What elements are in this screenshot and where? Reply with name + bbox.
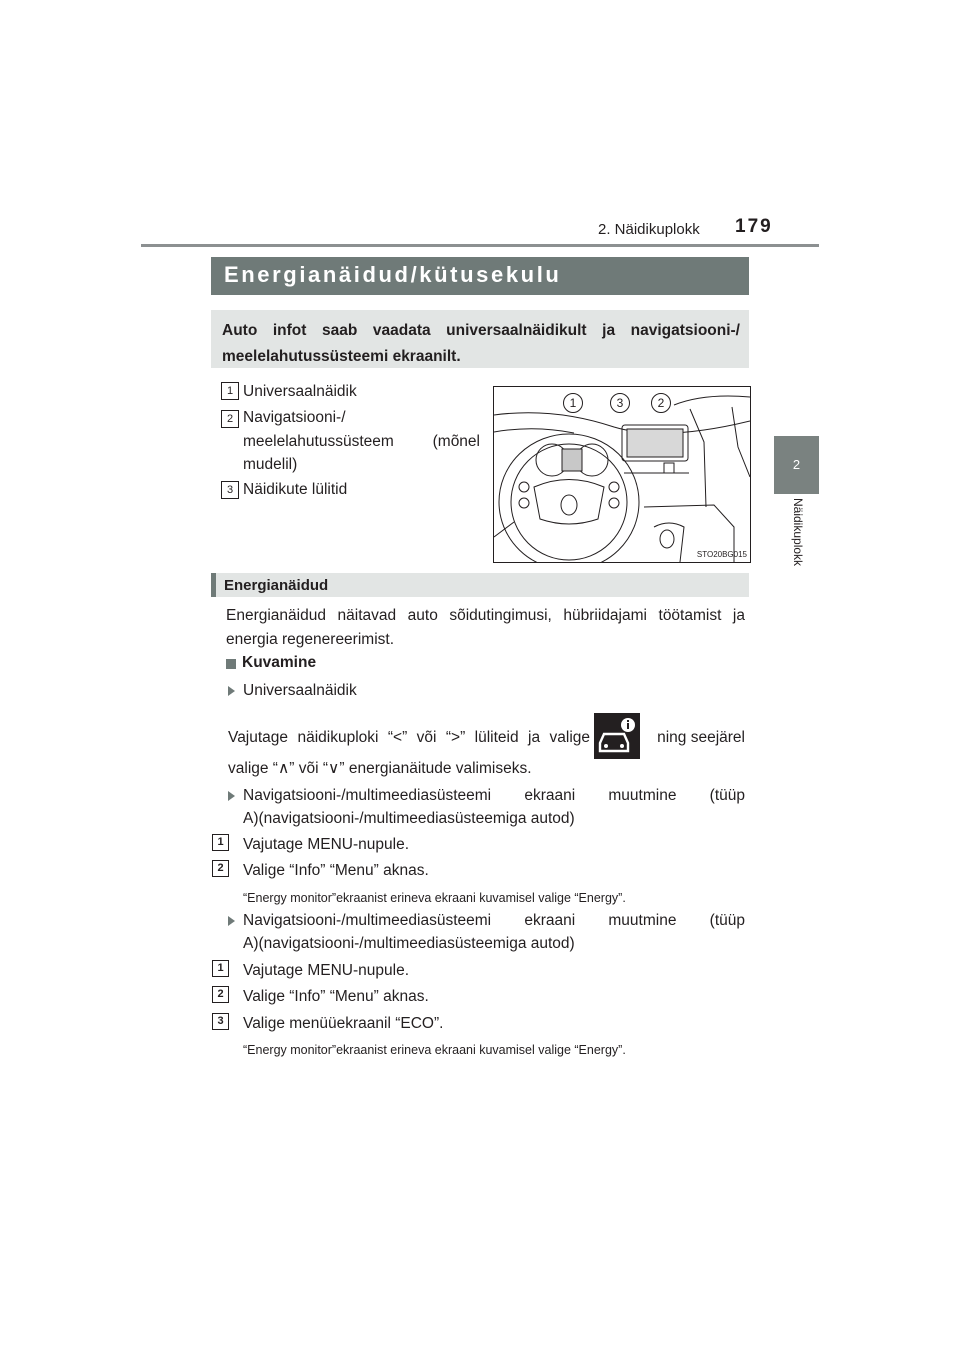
figure-callout-3: 3 — [610, 393, 630, 413]
note-text: “Energy monitor”ekraanist erineva ekraani kuvamisel valige “Energy”. — [243, 891, 626, 905]
display-nav-a-line1: Navigatsiooni-/multimeediasüsteemi ekraani muutmine (tüüp — [243, 787, 745, 804]
section-title: Energianäidud — [224, 577, 329, 594]
display-universal-text-b: ning seejärel — [657, 729, 745, 746]
page-number: 179 — [735, 216, 773, 237]
note-text: “Energy monitor”ekraanist erineva ekraani kuvamisel valige “Energy”. — [243, 1043, 626, 1057]
subheading-display: Kuvamine — [242, 654, 317, 671]
display-universal-text-a: Vajutage näidikuploki “<” või “>” lüliteid ja valige — [228, 729, 590, 746]
step-text: Valige “Info” “Menu” aknas. — [243, 862, 429, 879]
display-nav-b-line2: A)(navigatsiooni-/multimeediasüsteemiga autod) — [243, 935, 575, 952]
display-universal-text-c: valige “∧” või “∨” energianäitude valimiseks. — [228, 760, 532, 777]
figure-callout-1: 1 — [563, 393, 583, 413]
display-universal: Universaalnäidik — [243, 682, 357, 699]
item-number-3: 3 — [221, 481, 239, 499]
step-number: 2 — [212, 860, 229, 877]
chapter-tab: 2 — [774, 436, 819, 494]
display-nav-a-line2: A)(navigatsiooni-/multimeediasüsteemiga autod) — [243, 810, 575, 827]
step-number: 3 — [212, 1013, 229, 1030]
figure-callout-2: 2 — [651, 393, 671, 413]
triangle-bullet-icon — [228, 791, 235, 801]
figure-code: STO20BG015 — [696, 550, 747, 559]
step-number: 2 — [212, 986, 229, 1003]
step-text: Valige menüüekraanil “ECO”. — [243, 1015, 444, 1032]
step-number: 1 — [212, 960, 229, 977]
triangle-bullet-icon — [228, 686, 235, 696]
section-bar-edge — [211, 573, 216, 597]
item-nav-line2: meelelahutussüsteem (mõnel — [243, 433, 480, 450]
section-header: 2. Näidikuplokk — [598, 221, 700, 238]
item-number-2: 2 — [221, 410, 239, 428]
chapter-tab-label: Näidikuplokk — [791, 498, 805, 567]
step-text: Vajutage MENU-nupule. — [243, 836, 409, 853]
item-number-1: 1 — [221, 382, 239, 400]
triangle-bullet-icon — [228, 916, 235, 926]
car-info-icon — [594, 713, 640, 759]
item-universal-gauge: Universaalnäidik — [243, 383, 357, 400]
step-text: Vajutage MENU-nupule. — [243, 962, 409, 979]
display-nav-b-line1: Navigatsiooni-/multimeediasüsteemi ekraani muutmine (tüüp — [243, 912, 745, 929]
dashboard-drawing — [494, 387, 750, 562]
step-number: 1 — [212, 834, 229, 851]
item-nav-line1: Navigatsiooni-/ — [243, 409, 346, 426]
section-paragraph: Energianäidud näitavad auto sõidutingimusi, hübriidajami töötamist ja energia regenereerimist. — [226, 607, 745, 648]
page-title: Energianäidud/kütusekulu — [224, 262, 562, 287]
step-text: Valige “Info” “Menu” aknas. — [243, 988, 429, 1005]
header-rule — [141, 244, 819, 247]
dashboard-illustration — [493, 386, 751, 563]
item-nav-line3: mudelil) — [243, 456, 298, 473]
square-bullet-icon — [226, 659, 236, 669]
intro-text: Auto infot saab vaadata universaalnäidikult ja navigatsiooni-/ meelelahutussüsteemi ekraanilt. — [222, 322, 740, 365]
item-gauge-switches: Näidikute lülitid — [243, 481, 348, 498]
